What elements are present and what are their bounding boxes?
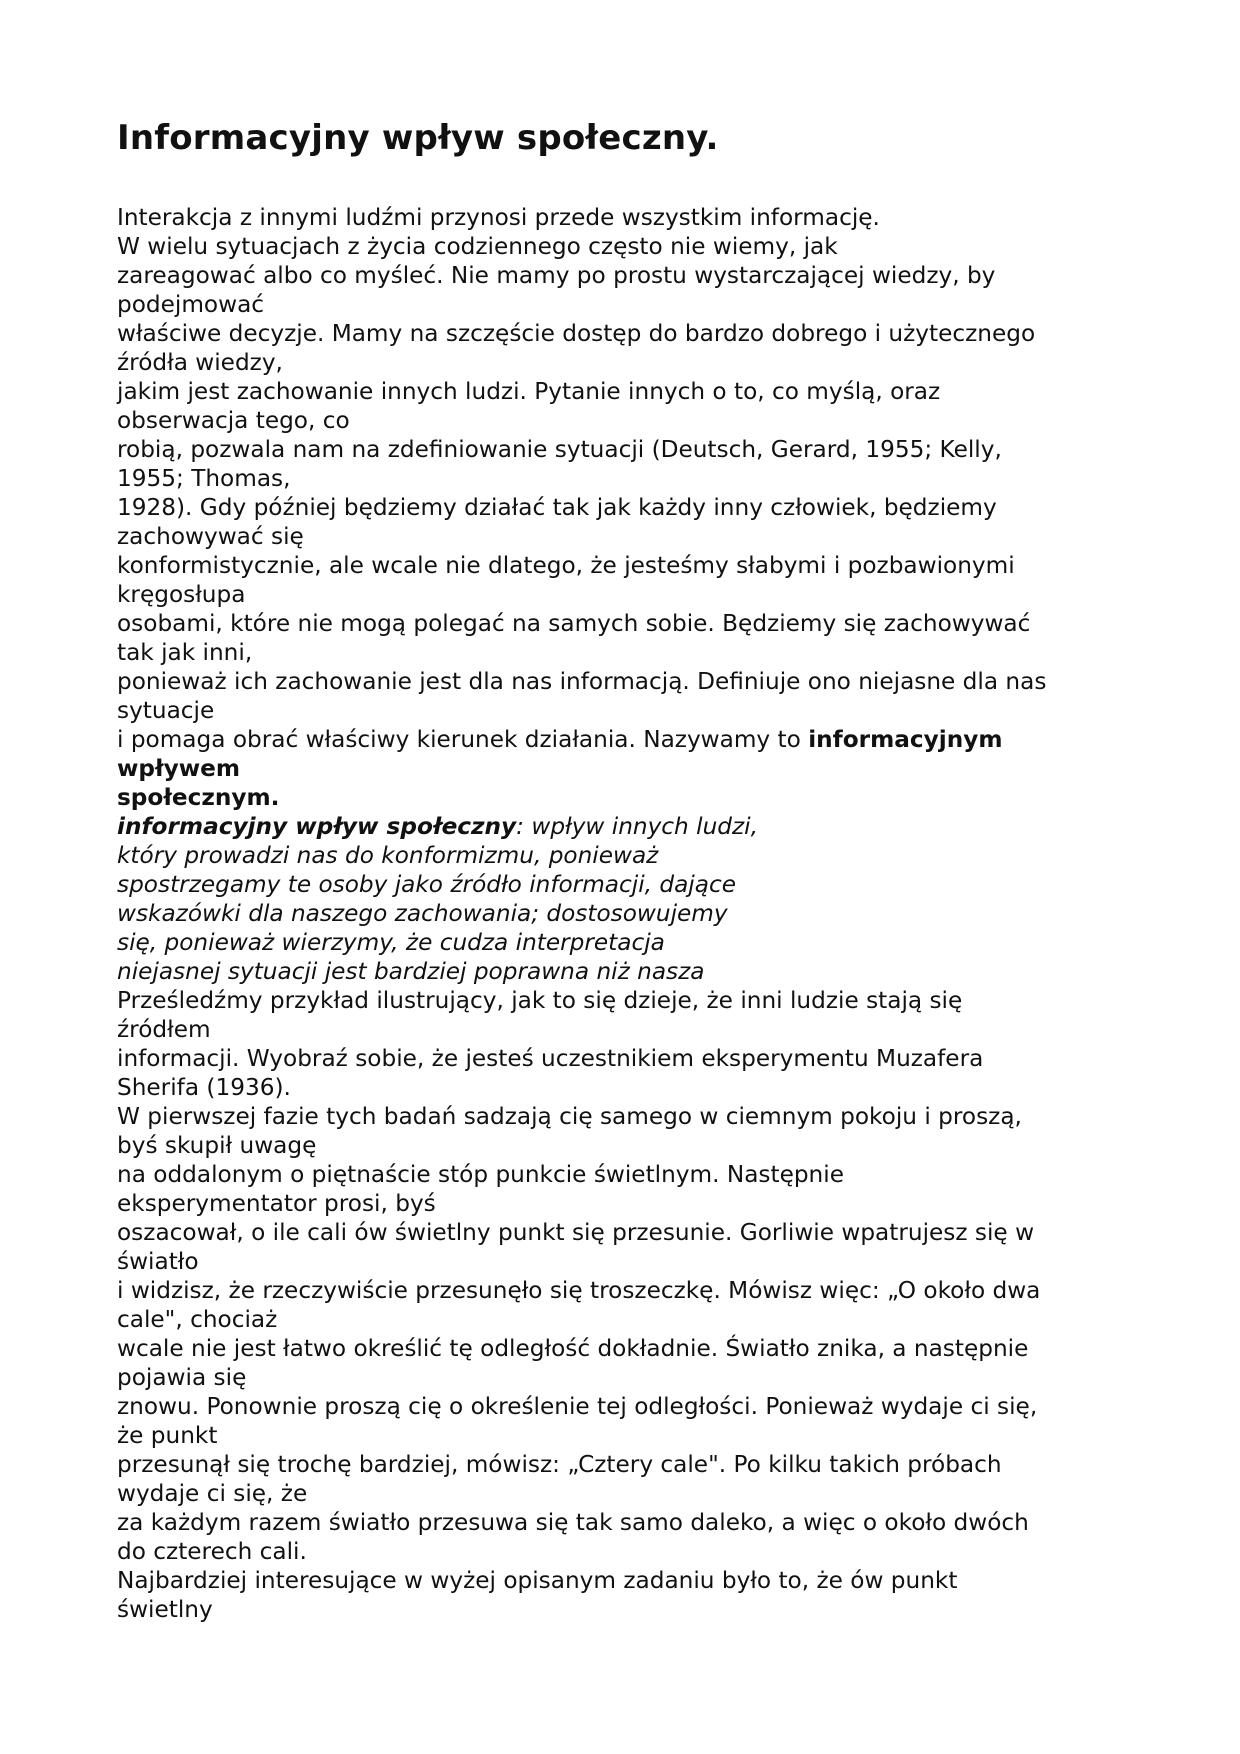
document-body [117,203,1132,1624]
text-line: Interakcja z innymi ludźmi przynosi przede wszystkim informację. [117,204,880,231]
text-line: pojawia się [117,1364,247,1391]
text-run: i pomaga obrać właściwy kierunek działania. Nazywamy to [117,726,809,753]
definition-term: informacyjny wpływ społeczny [117,813,517,840]
text-line: sytuacje [117,697,215,724]
text-line: Prześledźmy przykład ilustrujący, jak to się dzieje, że inni ludzie stają się [117,987,963,1014]
text-line: do czterech cali. [117,1538,307,1565]
text-line: świetlny [117,1596,213,1623]
text-line: i widzisz, że rzeczywiście przesunęło się troszeczkę. Mówisz więc: „O około dwa [117,1277,1041,1304]
text-line: kręgosłupa [117,581,246,608]
definition-first-line [117,812,1132,841]
text-line: na oddalonym o piętnaście stóp punkcie świetlnym. Następnie [117,1161,844,1188]
text-line: 1928). Gdy później będziemy działać tak jak każdy inny człowiek, będziemy [117,494,997,521]
text-line: W wielu sytuacjach z życia codziennego często nie wiemy, jak [117,233,838,260]
text-line: za każdym razem światło przesuwa się tak samo daleko, a więc o około dwóch [117,1509,1029,1536]
text-line: informacji. Wyobraź sobie, że jesteś uczestnikiem eksperymentu Muzafera [117,1045,984,1072]
text-line: że punkt [117,1422,218,1449]
text-line: Najbardziej interesujące w wyżej opisanym zadaniu było to, że ów punkt [117,1567,958,1594]
definition-line: się, ponieważ wierzymy, że cudza interpretacja [117,929,665,956]
text-line: robią, pozwala nam na zdefiniowanie sytuacji (Deutsch, Gerard, 1955; Kelly, [117,436,1002,463]
text-line: zareagować albo co myśleć. Nie mamy po prostu wystarczającej wiedzy, by [117,262,996,289]
text-line: światło [117,1248,199,1275]
text-line: źródła wiedzy, [117,349,283,376]
definition-line: spostrzegamy te osoby jako źródło informacji, dające [117,871,736,898]
text-line-mixed [117,725,1132,754]
text-line: eksperymentator prosi, byś [117,1190,436,1217]
text-line: wcale nie jest łatwo określić tę odległość dokładnie. Światło znika, a następnie [117,1335,1029,1362]
text-line: ponieważ ich zachowanie jest dla nas informacją. Definiuje ono niejasne dla nas [117,668,1047,695]
text-line: przesunął się trochę bardziej, mówisz: „Cztery cale". Po kilku takich próbach [117,1451,1002,1478]
text-line: osobami, które nie mogą polegać na samych sobie. Będziemy się zachowywać [117,610,1031,637]
definition-line: wskazówki dla naszego zachowania; dostosowujemy [117,900,728,927]
text-line: znowu. Ponownie proszą cię o określenie tej odległości. Ponieważ wydaje ci się, [117,1393,1038,1420]
emphasis-term: informacyjnym [808,726,1003,753]
text-line: źródłem [117,1016,211,1043]
text-line: obserwacja tego, co [117,407,350,434]
text-line: podejmować [117,291,265,318]
text-line: W pierwszej fazie tych badań sadzają cię samego w ciemnym pokoju i proszą, [117,1103,1022,1130]
text-line: wydaje ci się, że [117,1480,308,1507]
emphasis-term: wpływem [117,755,241,782]
text-line: konformistycznie, ale wcale nie dlatego, że jesteśmy słabymi i pozbawionymi [117,552,1015,579]
text-line: 1955; Thomas, [117,465,291,492]
text-line: byś skupił uwagę [117,1132,317,1159]
text-line: właściwe decyzje. Mamy na szczęście dostęp do bardzo dobrego i użytecznego [117,320,1036,347]
definition-text: : wpływ innych ludzi, [516,813,758,840]
text-line: Sherifa (1936). [117,1074,291,1101]
definition-line: niejasnej sytuacji jest bardziej poprawna niż nasza [117,958,705,985]
definition-line: który prowadzi nas do konformizmu, ponieważ [117,842,659,869]
text-line: jakim jest zachowanie innych ludzi. Pytanie innych o to, co myślą, oraz [117,378,941,405]
emphasis-term: społecznym. [117,784,280,811]
document-title: Informacyjny wpływ społeczny. [117,118,719,158]
text-line: oszacował, o ile cali ów świetlny punkt się przesunie. Gorliwie wpatrujesz się w [117,1219,1035,1246]
text-line: tak jak inni, [117,639,253,666]
text-line: cale", chociaż [117,1306,278,1333]
text-line: zachowywać się [117,523,304,550]
